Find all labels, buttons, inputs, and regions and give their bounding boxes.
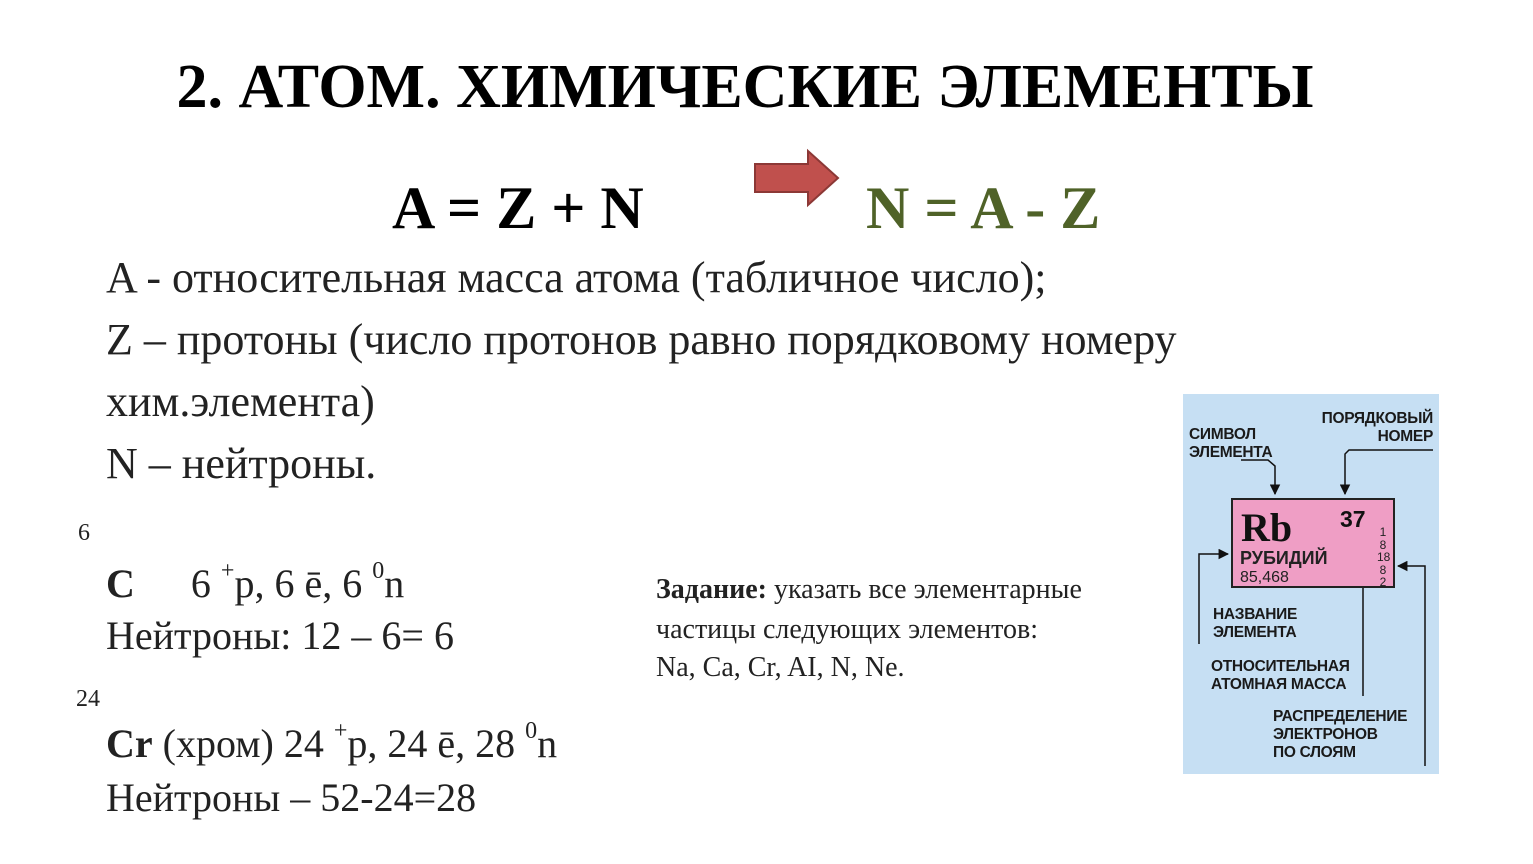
element-cell	[1231, 498, 1395, 588]
chromium-neutron-charge: 0	[525, 718, 538, 744]
formula-main: A = Z + N	[392, 175, 644, 241]
element-symbol: Rb	[1241, 505, 1293, 550]
element-number: 37	[1340, 506, 1366, 532]
task-line-3: Na, Ca, Cr, AI, N, Ne.	[656, 652, 905, 683]
carbon-protons: 6	[190, 561, 221, 606]
label-element-symbol: СИМВОЛ ЭЛЕМЕНТА	[1189, 426, 1273, 461]
carbon-symbol: C	[106, 561, 135, 606]
right-arrow-icon	[752, 148, 842, 208]
chromium-mass-number: 24	[76, 686, 100, 712]
carbon-particles	[106, 560, 404, 607]
chromium-particles	[106, 720, 557, 767]
label-electron-distribution: РАСПРЕДЕЛЕНИЕ ЭЛЕКТРОНОВ ПО СЛОЯМ	[1273, 708, 1408, 761]
chromium-neutron-n: n	[537, 721, 558, 766]
definition-a: A - относительная масса атома (табличное число);	[106, 253, 1047, 302]
carbon-neutrons: Нейтроны: 12 – 6= 6	[106, 613, 454, 658]
carbon-neutron-charge: 0	[372, 558, 385, 584]
task-line-1: Задание: указать все элементарные	[656, 574, 1082, 605]
task-label: Задание:	[656, 574, 767, 605]
definition-z: Z – протоны (число протонов равно порядковому номеру	[106, 315, 1177, 364]
carbon-mass-number: 6	[78, 520, 90, 546]
electron-shells: 1 8 18 8 2	[1377, 525, 1391, 589]
task-line-2: частицы следующих элементов:	[656, 614, 1039, 645]
element-cell-diagram	[1183, 394, 1439, 774]
element-name: РУБИДИЙ	[1240, 548, 1328, 568]
label-atomic-number: ПОРЯДКОВЫЙ НОМЕР	[1321, 410, 1433, 445]
label-atomic-mass: ОТНОСИТЕЛЬНАЯ АТОМНАЯ МАССА	[1211, 658, 1350, 693]
element-mass: 85,468	[1240, 569, 1289, 586]
chromium-symbol: Cr	[106, 721, 153, 766]
chromium-electrons: p, 24 ē, 28	[347, 721, 526, 766]
carbon-neutron-n: n	[384, 561, 405, 606]
chromium-proton-charge: +	[333, 718, 348, 744]
chromium-name: (хром) 24	[152, 721, 334, 766]
definition-n: N – нейтроны.	[106, 439, 377, 488]
formula-derived: N = A - Z	[866, 175, 1101, 241]
label-element-name: НАЗВАНИЕ ЭЛЕМЕНТА	[1213, 606, 1297, 641]
carbon-proton-charge: +	[220, 558, 235, 584]
chromium-neutrons: Нейтроны – 52-24=28	[106, 775, 477, 820]
page-title: 2. АТОМ. ХИМИЧЕСКИЕ ЭЛЕМЕНТЫ	[176, 53, 1314, 121]
carbon-electrons: p, 6 ē, 6	[234, 561, 373, 606]
definition-z-cont: хим.элемента)	[106, 377, 375, 426]
